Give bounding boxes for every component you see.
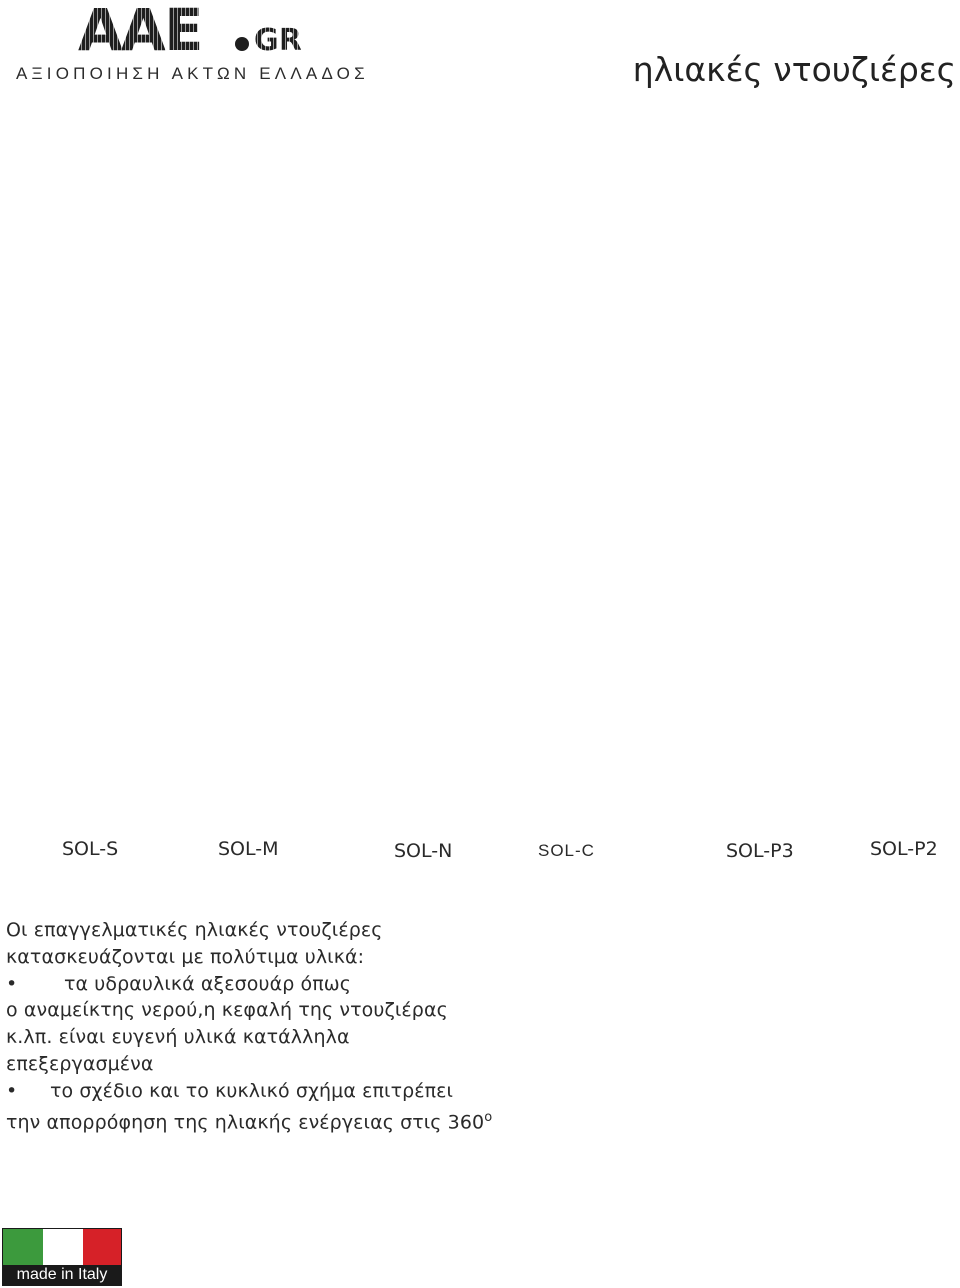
bullet-icon: • [6, 1079, 18, 1102]
description-line: ο αναμείκτης νερού,η κεφαλή της ντουζιέρας [6, 999, 448, 1022]
model-label-sol-p3: SOL-P3 [726, 840, 794, 862]
description-line: επεξεργασμένα [6, 1052, 154, 1075]
description-line: κ.λπ. είναι ευγενή υλικά κατάλληλα [6, 1026, 350, 1049]
company-tagline: ΑΞΙΟΠΟΙΗΣΗ ΑΚΤΩΝ ΕΛΛΑΔΟΣ [16, 64, 369, 83]
logo-graphic [78, 2, 318, 54]
model-label-sol-p2: SOL-P2 [870, 838, 938, 860]
made-in-italy-badge [2, 1228, 122, 1286]
description-bullet-item: • το σχέδιο και το κυκλικό σχήμα επιτρέπει [6, 1078, 566, 1105]
flag-green-band [3, 1229, 43, 1267]
degree-symbol: o [484, 1109, 493, 1125]
aae-logo [78, 2, 318, 54]
description-line: την απορρόφηση της ηλιακής ενέργειας στις 360$^o$ [6, 1109, 493, 1133]
flag-red-band [83, 1229, 122, 1267]
model-label-sol-s: SOL-S [62, 838, 119, 860]
made-in-italy-label: made in Italy [3, 1265, 121, 1285]
model-label-sol-m: SOL-M [218, 838, 279, 860]
svg-text:AAE: AAE [78, 2, 202, 54]
description-line: κατασκευάζονται με πολύτιμα υλικά: [6, 945, 365, 968]
description-bullet-item: • τα υδραυλικά αξεσουάρ όπως [6, 971, 566, 998]
description-line: Οι επαγγελματικές ηλιακές ντουζιέρες [6, 919, 383, 941]
model-label-sol-c: SOL-C [538, 841, 595, 860]
model-label-sol-n: SOL-N [394, 840, 453, 862]
bullet-icon: • [6, 972, 18, 995]
svg-text:GR: GR [254, 23, 302, 54]
product-description [6, 917, 566, 1136]
page-title: ηλιακές ντουζιέρες [632, 50, 956, 89]
flag-white-band [43, 1229, 83, 1267]
